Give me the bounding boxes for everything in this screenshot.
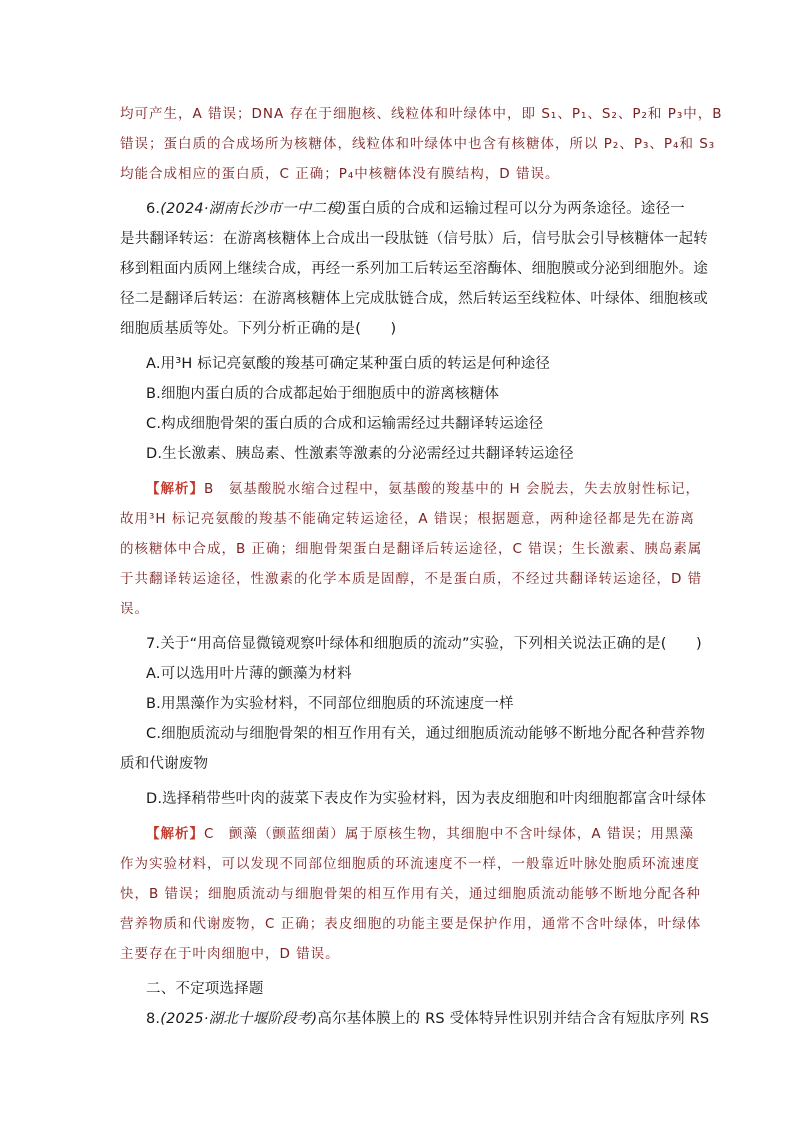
line-text: 7.关于“用高倍显微镜观察叶绿体和细胞质的流动”实验，下列相关说法正确的是( ) bbox=[146, 636, 702, 652]
line-text: 是共翻译转运：在游离核糖体上合成出一段肽链（信号肽）后，信号肽会引导核糖体一起转 bbox=[120, 231, 708, 247]
text-line-26 bbox=[120, 884, 702, 904]
line-text: 均能合成相应的蛋白质，C 正确；P₄中核糖体没有膜结构，D 错误。 bbox=[120, 166, 560, 182]
question-source: (2024·湖南长沙市一中二模) bbox=[160, 201, 347, 217]
text-line-19 bbox=[146, 664, 706, 684]
line-text: 营养物质和代谢废物，C 正确；表皮细胞的功能主要是保护作用，通常不含叶绿体，叶绿体 bbox=[120, 916, 702, 932]
line-text: D.选择稍带些叶肉的菠菜下表皮作为实验材料，因为表皮细胞和叶肉细胞都富含叶绿体 bbox=[146, 791, 707, 807]
line-text: 的核糖体中合成，B 正确；细胞骨架蛋白是翻译后转运途径，C 错误；生长激素、胰岛素属 bbox=[120, 541, 703, 557]
line-text: 细胞质基质等处。下列分析正确的是( ) bbox=[120, 321, 397, 337]
text-line-21 bbox=[146, 724, 706, 744]
line-text: 高尔基体膜上的 RS 受体特异性识别并结合含有短肽序列 RS bbox=[317, 1011, 710, 1027]
question-number: 6. bbox=[146, 201, 161, 217]
text-line-12 bbox=[146, 444, 706, 464]
text-line-17 bbox=[120, 599, 680, 619]
text-line-28 bbox=[120, 944, 680, 964]
line-text: D.生长激素、胰岛素、性激素等激素的分泌需经过共翻译转运途径 bbox=[146, 446, 574, 462]
line-text: 移到粗面内质网上继续合成，再经一系列加工后转运至溶酶体、细胞膜或分泌到细胞外。途 bbox=[120, 261, 708, 277]
text-line-18 bbox=[146, 634, 706, 654]
line-text: 质和代谢废物 bbox=[120, 756, 209, 772]
text-line-29 bbox=[146, 979, 706, 999]
line-text: C.构成细胞骨架的蛋白质的合成和运输需经过共翻译转运途径 bbox=[146, 416, 544, 432]
line-text: 作为实验材料，可以发现不同部位细胞质的环流速度不一样，一般靠近叶脉处胞质环流速度 bbox=[120, 856, 700, 872]
text-line-25 bbox=[120, 854, 700, 874]
line-text: 蛋白质的合成和运输过程可以分为两条途径。途径一 bbox=[346, 201, 685, 217]
text-line-16 bbox=[120, 569, 703, 589]
text-line-30 bbox=[146, 1009, 710, 1029]
text-line-14 bbox=[120, 509, 695, 529]
text-line-7 bbox=[120, 289, 708, 309]
text-line-24 bbox=[146, 824, 706, 844]
line-text: 二、不定项选择题 bbox=[146, 981, 264, 997]
text-line-11 bbox=[146, 414, 706, 434]
line-text: B.用黑藻作为实验材料，不同部位细胞质的环流速度一样 bbox=[146, 696, 514, 712]
line-text: B.细胞内蛋白质的合成都起始于细胞质中的游离核糖体 bbox=[146, 386, 500, 402]
question-number: 8. bbox=[146, 1011, 161, 1027]
text-line-27 bbox=[120, 914, 702, 934]
line-text: C.细胞质流动与细胞骨架的相互作用有关，通过细胞质流动能够不断地分配各种营养物 bbox=[146, 726, 706, 742]
line-text: B 氨基酸脱水缩合过程中，氨基酸的羧基中的 H 会脱去，失去放射性标记， bbox=[204, 481, 700, 497]
line-text: 于共翻译转运途径，性激素的化学本质是固醇，不是蛋白质，不经过共翻译转运途径，D 错 bbox=[120, 571, 703, 587]
text-line-20 bbox=[146, 694, 706, 714]
question-source: (2025·湖北十堰阶段考) bbox=[160, 1011, 318, 1027]
text-line-10 bbox=[146, 384, 706, 404]
text-line-4 bbox=[146, 199, 706, 219]
text-line-8 bbox=[120, 319, 680, 339]
line-text: 主要存在于叶肉细胞中，D 错误。 bbox=[120, 946, 340, 962]
text-line-23 bbox=[146, 789, 706, 809]
text-line-22 bbox=[120, 754, 680, 774]
text-line-1 bbox=[120, 104, 723, 124]
analysis-tag: 【解析】 bbox=[146, 481, 204, 497]
text-line-5 bbox=[120, 229, 708, 249]
line-text: 均可产生，A 错误；DNA 存在于细胞核、线粒体和叶绿体中，即 S₁、P₁、S₂、P₂和 P₃中，B bbox=[120, 106, 723, 122]
line-text: A.用³H 标记亮氨酸的羧基可确定某种蛋白质的转运是何种途径 bbox=[146, 356, 551, 372]
line-text: 误。 bbox=[120, 601, 149, 617]
text-line-6 bbox=[120, 259, 708, 279]
text-line-3 bbox=[120, 164, 680, 184]
line-text: 径二是翻译后转运：在游离核糖体上完成肽链合成，然后转运至线粒体、叶绿体、细胞核或 bbox=[120, 291, 708, 307]
line-text: 快，B 错误；细胞质流动与细胞骨架的相互作用有关，通过细胞质流动能够不断地分配各种 bbox=[120, 886, 702, 902]
text-line-15 bbox=[120, 539, 703, 559]
text-line-13 bbox=[146, 479, 706, 499]
line-text: 故用³H 标记亮氨酸的羧基不能确定转运途径，A 错误；根据题意，两种途径都是先在游离 bbox=[120, 511, 695, 527]
line-text: 错误；蛋白质的合成场所为核糖体，线粒体和叶绿体中也含有核糖体，所以 P₂、P₃、P₄和 S₃ bbox=[120, 136, 716, 152]
line-text: C 颤藻（颤蓝细菌）属于原核生物，其细胞中不含叶绿体，A 错误；用黑藻 bbox=[204, 826, 694, 842]
text-line-9 bbox=[146, 354, 706, 374]
text-line-2 bbox=[120, 134, 716, 154]
line-text: A.可以选用叶片薄的颤藻为材料 bbox=[146, 666, 352, 682]
analysis-tag: 【解析】 bbox=[146, 826, 204, 842]
